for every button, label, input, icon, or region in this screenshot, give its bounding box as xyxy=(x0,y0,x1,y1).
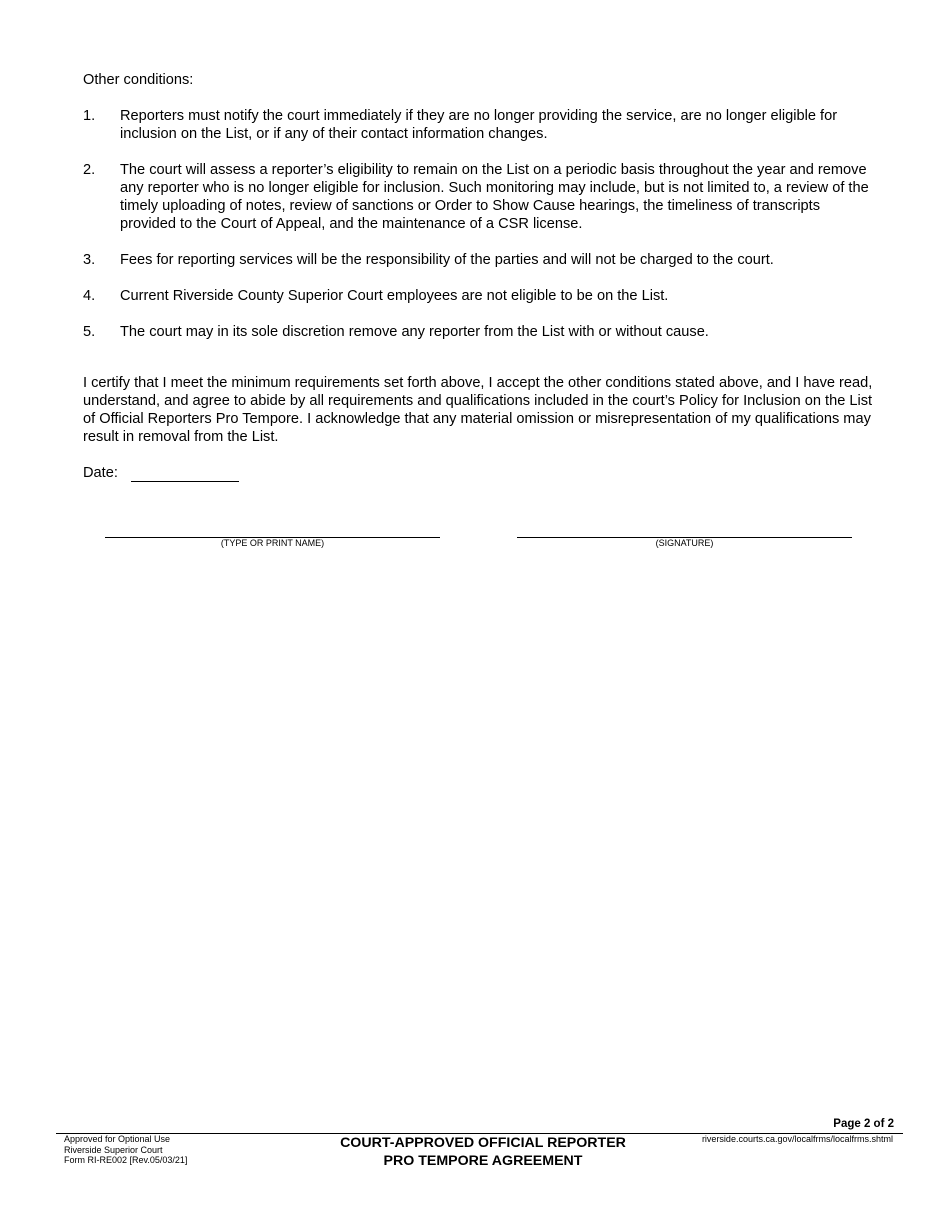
certification-statement: I certify that I meet the minimum requirements set forth above, I accept the other conditions stated above, and I have read, understand, and agree to abide by all requirements and qualifications included in the court’s Policy for Inclusion on the List of Official Reporters Pro Tempore. I acknowledge that any material omission or misrepresentation of my qualifications may result in removal from the List. xyxy=(83,375,873,445)
footer-approval: Approved for Optional Use xyxy=(64,1134,171,1144)
condition-text: The court will assess a reporter’s eligibility to remain on the List on a periodic basis throughout the year and remove any reporter who is no longer eligible for inclusion. Such monitoring may include, but is not limited to, a review of the timely uploading of notes, review of sanctions or Order to Show Cause hearings, the timeliness of transcripts provided to the Court of Appeal, and the maintenance of a CSR license. xyxy=(120,162,869,232)
form-body xyxy=(83,71,883,482)
condition-item xyxy=(83,161,880,233)
signature-block xyxy=(517,537,852,549)
date-row xyxy=(83,464,883,482)
condition-text: Reporters must notify the court immediately if they are no longer providing the service, are no longer eligible for inclusion on the List, or if any of their contact information changes. xyxy=(120,108,838,142)
footer-form-info xyxy=(64,1134,187,1166)
footer-form-number: Form RI-RE002 [Rev.05/03/21] xyxy=(64,1155,188,1165)
condition-number: 2. xyxy=(83,162,96,178)
condition-item xyxy=(83,107,880,143)
condition-number: 5. xyxy=(83,324,96,340)
condition-item xyxy=(83,323,880,341)
conditions-list xyxy=(83,107,883,341)
print-name-block xyxy=(105,537,440,549)
condition-number: 3. xyxy=(83,252,96,268)
condition-text: The court may in its sole discretion remove any reporter from the List with or without cause. xyxy=(120,324,709,340)
footer-url: riverside.courts.ca.gov/localfrms/localfrms.shtml xyxy=(701,1134,893,1144)
signature-caption: (SIGNATURE) xyxy=(655,538,714,548)
footer-title xyxy=(283,1134,683,1170)
conditions-heading: Other conditions: xyxy=(83,72,194,88)
condition-text: Fees for reporting services will be the responsibility of the parties and will not be charged to the court. xyxy=(120,252,774,268)
condition-number: 4. xyxy=(83,288,96,304)
condition-item xyxy=(83,287,880,305)
condition-text: Current Riverside County Superior Court employees are not eligible to be on the List. xyxy=(120,288,669,304)
page-number: Page 2 of 2 xyxy=(833,1118,894,1130)
print-name-caption: (TYPE OR PRINT NAME) xyxy=(220,538,325,548)
condition-number: 1. xyxy=(83,108,96,124)
condition-item xyxy=(83,251,880,269)
footer-title-line-1: COURT-APPROVED OFFICIAL REPORTER xyxy=(340,1135,626,1151)
footer-court: Riverside Superior Court xyxy=(64,1144,163,1155)
date-field[interactable] xyxy=(131,466,239,482)
footer-title-line-2: PRO TEMPORE AGREEMENT xyxy=(383,1153,583,1169)
date-label: Date: xyxy=(83,465,118,481)
